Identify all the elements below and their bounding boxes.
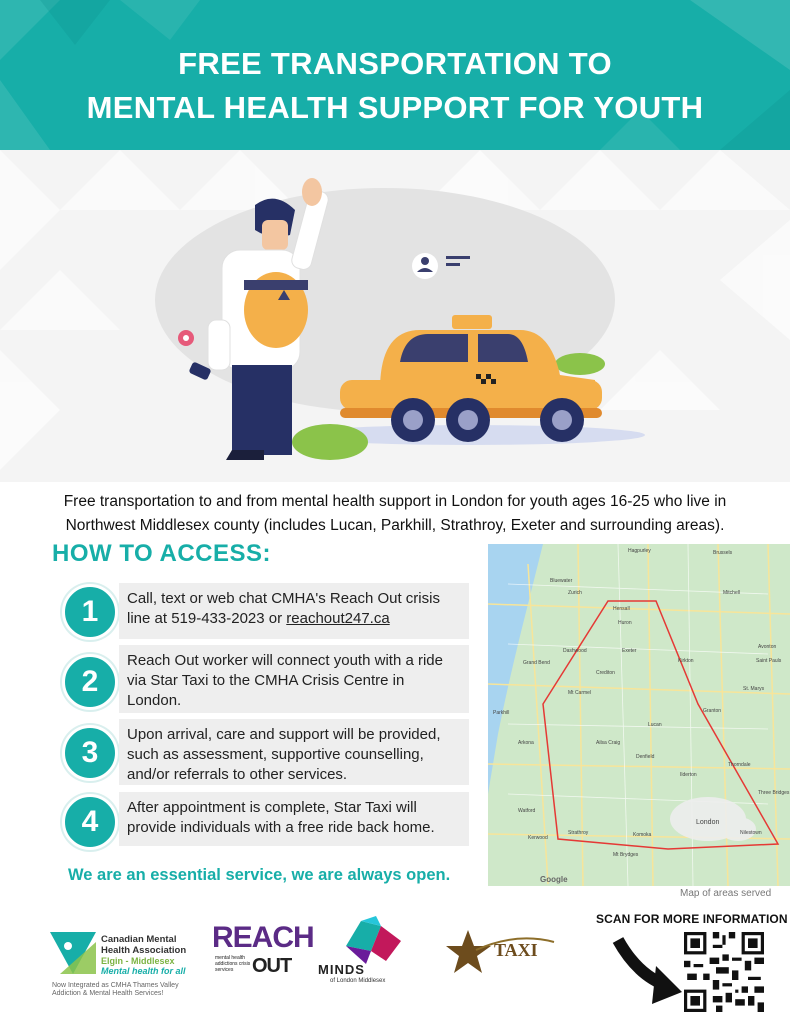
map-label: Granton [703,708,722,714]
map-label: Crediton [596,670,615,676]
step-3-number: 3 [62,725,118,781]
map-label: London [696,819,720,826]
step-4-number: 4 [62,794,118,850]
scan-heading: SCAN FOR MORE INFORMATION [596,912,788,926]
map-label: Watford [518,808,536,814]
header-banner [0,0,790,150]
star-taxi-text: TAXI [494,940,538,960]
map-label: Komoka [633,832,652,838]
map-label: St. Marys [743,686,765,692]
step-1-text: Call, text or web chat CMHA's Reach Out crisis line at 519-433-2023 or [127,590,440,627]
map-label: Exeter [622,648,637,654]
cmha-region: Elgin - Middlesex [101,956,175,966]
taxi-illustration [0,150,790,482]
intro-text [20,490,770,538]
map-label: Huron [618,620,632,626]
star-taxi-logo [446,928,558,978]
reach-out-logo-out: OUT [252,955,292,977]
cmha-tagline: Mental health for all [101,966,186,976]
intro-line-1: Free transportation to and from mental health support in London for youth ages 16-25 who live in [63,493,727,510]
step-3-text: Upon arrival, care and support will be provided, such as assessment, supportive counselling, and/or referrals to other services. [127,726,441,783]
map-label: Lucan [648,722,662,728]
map-label: Hensall [613,606,630,612]
service-area-map[interactable] [488,544,790,886]
step-2-box [119,645,469,713]
map-label: Kerwood [528,835,548,841]
map-label: Dashwood [563,648,587,654]
map-label: Arkona [518,740,534,746]
map-label: Google [540,875,568,884]
step-2-text: Reach Out worker will connect youth with a ride via Star Taxi to the CMHA Crisis Centre in London. [127,652,443,709]
map-label: Ilderton [680,772,697,778]
map-label: Mt Carmel [568,690,592,696]
map-label: Grand Bend [523,660,550,666]
step-3-box [119,719,469,785]
map-label: Hagpurley [628,548,651,554]
title-line-2: MENTAL HEALTH SUPPORT FOR YOUTH [86,90,704,125]
step-4-text: After appointment is complete, Star Taxi will provide individuals with a free ride back home. [127,799,435,836]
minds-logo-icon [336,916,406,964]
hero-illustration [0,150,790,482]
map-label: Thorndale [728,762,751,768]
map-caption: Map of areas served [680,888,772,899]
step-1-box [119,583,469,639]
arrow-icon [612,934,684,1014]
reach-out-logo: REACH [212,921,314,954]
minds-logo-text: MINDS [318,962,365,977]
cmha-logo-icon [50,932,96,974]
cmha-name: Canadian Mental Health Association [101,934,187,956]
step-2-number: 2 [62,654,118,710]
map-label: Zurich [568,590,582,596]
map-label: Ailsa Craig [596,740,621,746]
map-label: Parkhill [493,710,510,716]
map-label: Kirkton [678,658,694,664]
minds-subtext: of London Middlesex [330,978,386,984]
how-to-access-heading: HOW TO ACCESS: [52,540,272,567]
map-graphic [488,544,790,886]
reach-out-subtext: mental health addictions crisis services [215,955,251,973]
title-line-1: FREE TRANSPORTATION TO [178,46,612,81]
map-label: Saint Pauls [756,658,782,664]
map-label: Three Bridges [758,790,790,796]
map-label: Denfield [636,754,655,760]
qr-code[interactable] [684,932,764,1012]
essential-service-note: We are an essential service, we are always open. [68,866,451,884]
step-1-number: 1 [62,584,118,640]
map-label: Brussels [713,550,733,556]
intro-line-2: Northwest Middlesex county (includes Lucan, Parkhill, Strathroy, Exeter and surrounding areas). [65,517,725,534]
map-label: Avonton [758,644,777,650]
step-4-box [119,792,469,846]
map-label: Nilestown [740,830,762,836]
map-label: Mitchell [723,590,740,596]
cmha-note: Now Integrated as CMHA Thames Valley Addiction & Mental Health Services! [52,982,179,997]
map-label: Strathroy [568,830,589,836]
map-label: Bluewater [550,578,573,584]
reachout-link[interactable]: reachout247.ca [286,610,390,627]
map-label: Mt Brydges [613,852,639,858]
